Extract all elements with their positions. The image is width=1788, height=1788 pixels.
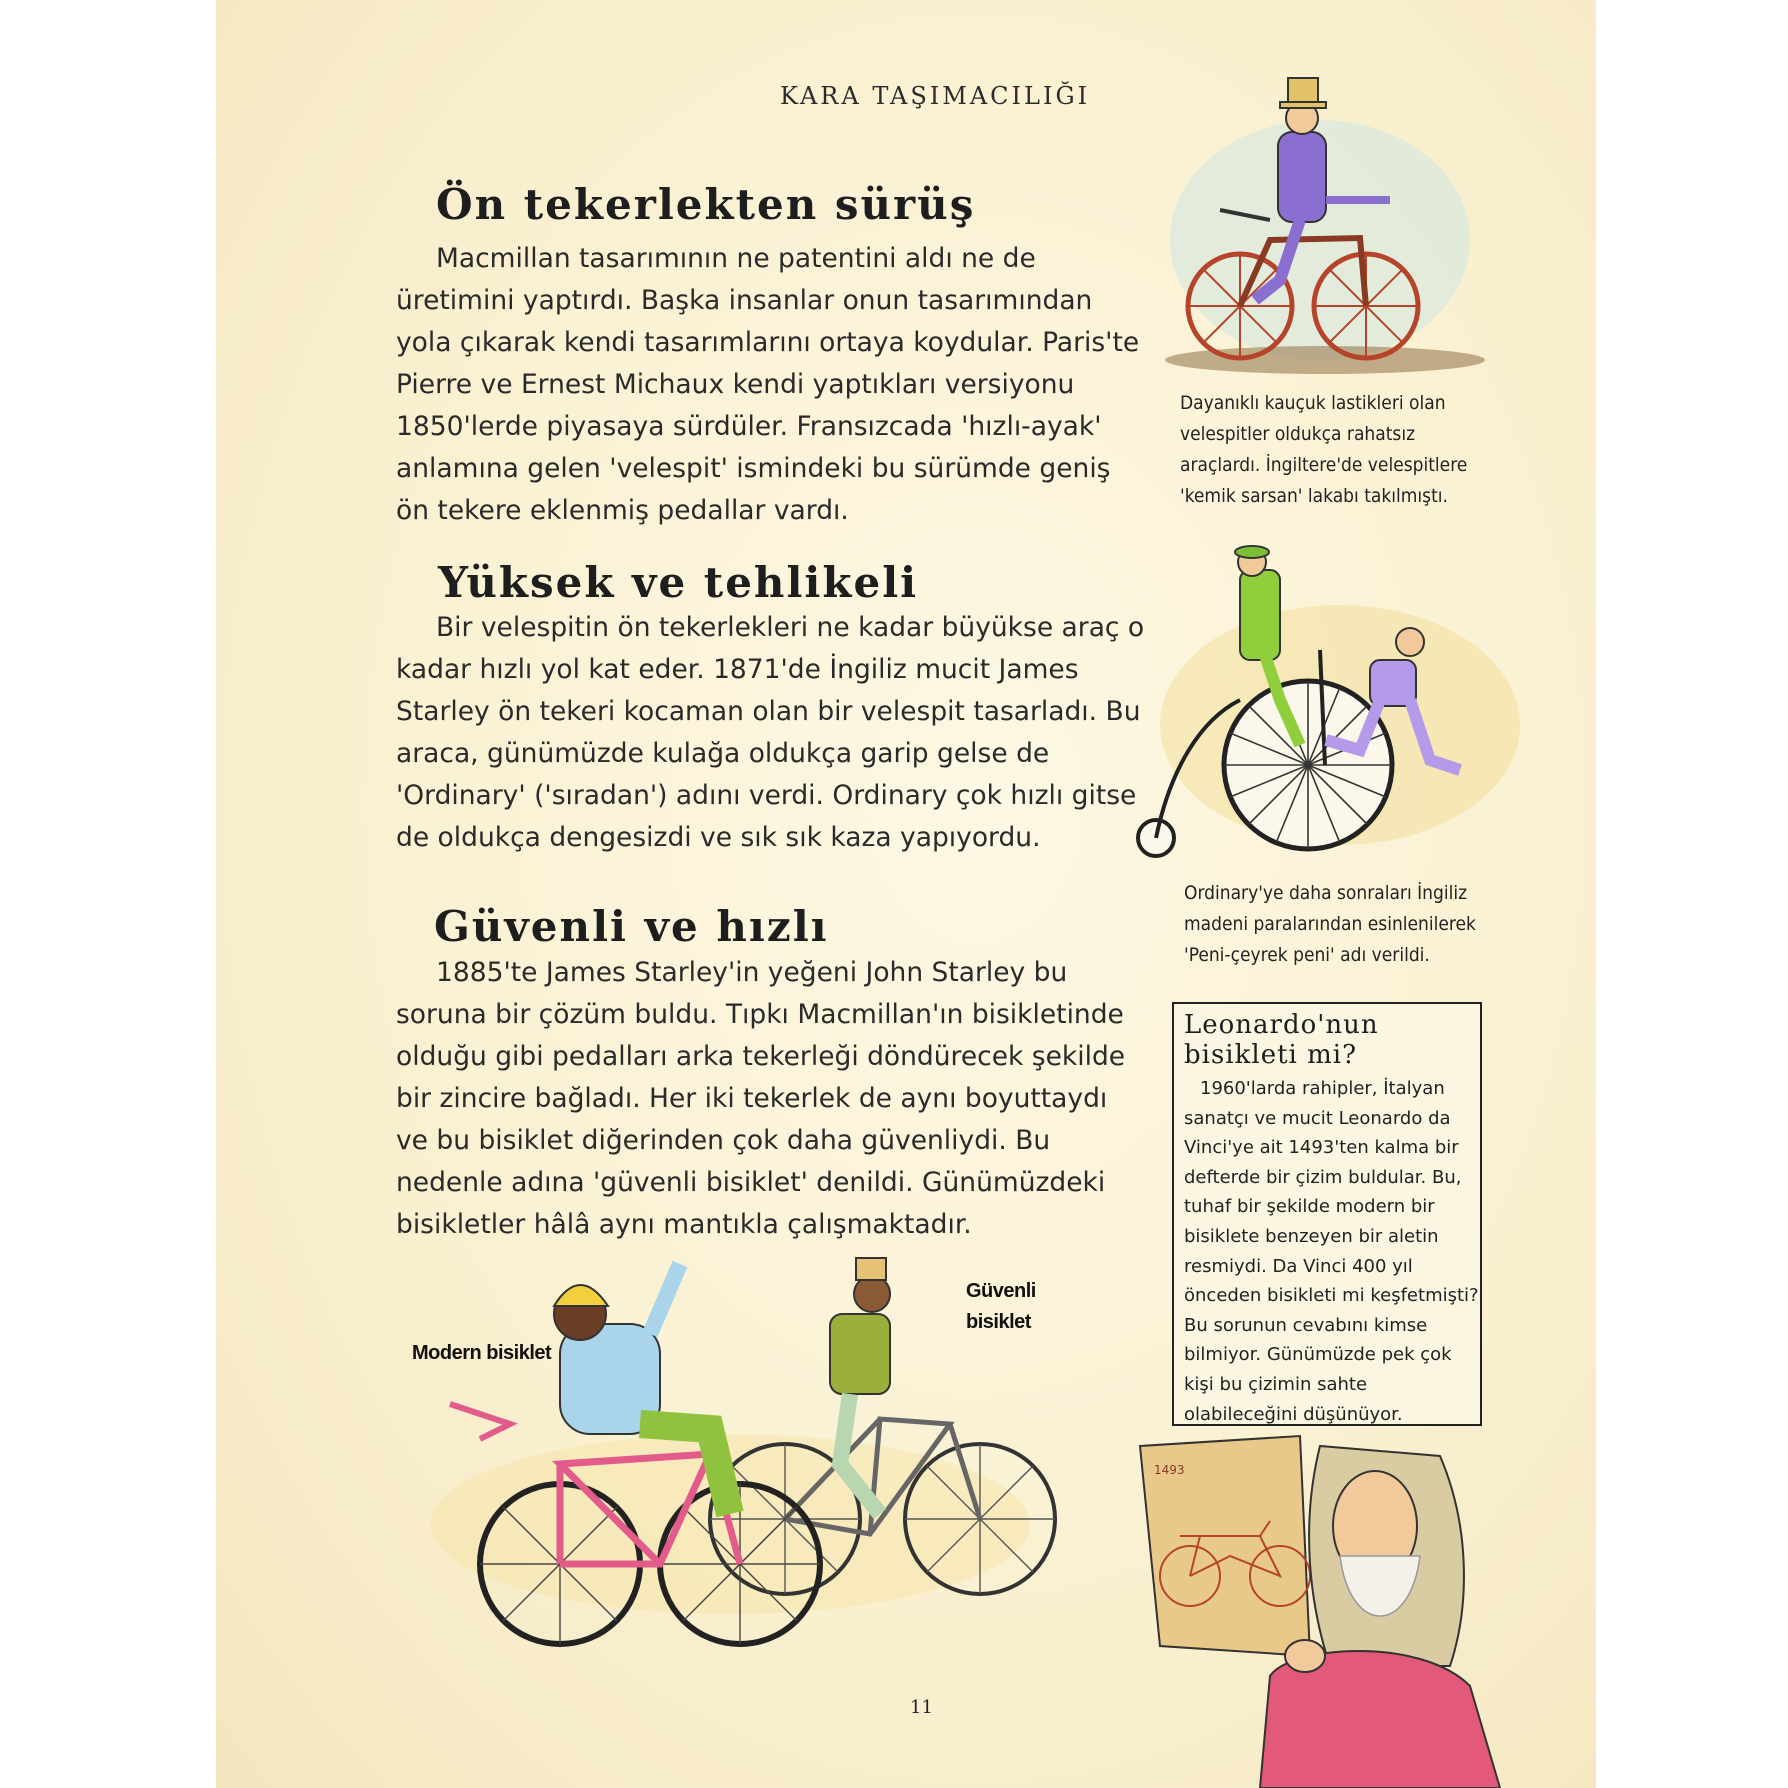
label-safety-bike-line1: Güvenli bbox=[966, 1280, 1036, 1302]
label-modern-bike: Modern bisiklet bbox=[412, 1342, 552, 1364]
sidebar-box-leonardo bbox=[1172, 1002, 1482, 1426]
leonardo-illustration bbox=[1120, 1406, 1560, 1788]
sidebar-title: Leonardo'nun bisikleti mi? bbox=[1184, 1010, 1379, 1070]
page-number: 11 bbox=[910, 1697, 933, 1718]
paragraph: 1885'te James Starley'in yeğeni John Starley bu soruna bir çözüm buldu. Tıpkı Macmillan'ın bisikletinde olduğu gibi pedalları arka tekerleği döndürecek şekilde bir zincire bağladı. Her iki tekerlek de aynı boyuttaydı ve bu bisiklet diğerinden çok daha güvenliydi. Bu nedenle adına 'güvenli bisiklet' denildi. Günümüzdeki bisikletler hâlâ aynı mantıkla çalışmaktadır. bbox=[396, 957, 1126, 1240]
modern-and-safety-bicycles-illustration bbox=[410, 1224, 1070, 1654]
velocipede-illustration bbox=[1160, 70, 1490, 380]
label-safety-bike-line2: bisiklet bbox=[966, 1311, 1031, 1333]
chapter-header: KARA TAŞIMACILIĞI bbox=[780, 82, 1091, 110]
section-title-safe-and-fast: Güvenli ve hızlı bbox=[434, 902, 829, 951]
sidebar-paragraph: 1960'larda rahipler, İtalyan sanatçı ve mucit Leonardo da Vinci'ye ait 1493'ten kalma bir defterde bir çizim buldular. Bu, tuhaf bir şekilde modern bir bisiklete benzeyen bir aletin resmiydi. Da Vinci 400 yıl önceden bisikleti mi keşfetmişti? Bu sorunun cevabını kimse bilmiyor. Günümüzde pek çok kişi bu çizimin sahte olabileceğini düşünüyor. bbox=[1184, 1078, 1479, 1425]
caption-ordinary: Ordinary'ye daha sonraları İngiliz madeni paralarından esinlenilerek 'Peni-çeyrek peni' adı verildi. bbox=[1184, 882, 1476, 966]
section-body-high-and-dangerous bbox=[396, 607, 1148, 859]
section-body-front-wheel-drive bbox=[396, 238, 1148, 532]
section-title-high-and-dangerous: Yüksek ve tehlikeli bbox=[438, 558, 919, 607]
paragraph: Bir velespitin ön tekerlekleri ne kadar büyükse araç o kadar hızlı yol kat eder. 1871'de İngiliz mucit James Starley ön tekeri kocaman olan bir velespit tasarladı. Bu araca, günümüzde kulağa oldukça garip gelse de 'Ordinary' ('sıradan') adını verdi. Ordinary çok hızlı gitse de oldukça dengesizdi ve sık sık kaza yapıyordu. bbox=[396, 612, 1145, 853]
caption-velocipede: Dayanıklı kauçuk lastikleri olan velespitler oldukça rahatsız araçlardı. İngiltere'de velespitlere 'kemik sarsan' lakabı takılmıştı. bbox=[1180, 392, 1468, 507]
section-body-safe-and-fast bbox=[396, 952, 1126, 1246]
drawing-year: 1493 bbox=[1154, 1463, 1185, 1477]
sidebar-body bbox=[1184, 1074, 1480, 1429]
section-title-front-wheel-drive: Ön tekerlekten sürüş bbox=[436, 180, 976, 229]
paragraph: Macmillan tasarımının ne patentini aldı ne de üretimini yaptırdı. Başka insanlar onun tasarımından yola çıkarak kendi tasarımlarını ortaya koydular. Paris'te Pierre ve Ernest Michaux kendi yaptıkları versiyonu 1850'lerde piyasaya sürdüler. Fransızcada 'hızlı-ayak' anlamına gelen 'velespit' ismindeki bu sürümde geniş ön tekere eklenmiş pedallar vardı. bbox=[396, 243, 1140, 526]
ordinary-bicycle-illustration bbox=[1130, 550, 1520, 870]
